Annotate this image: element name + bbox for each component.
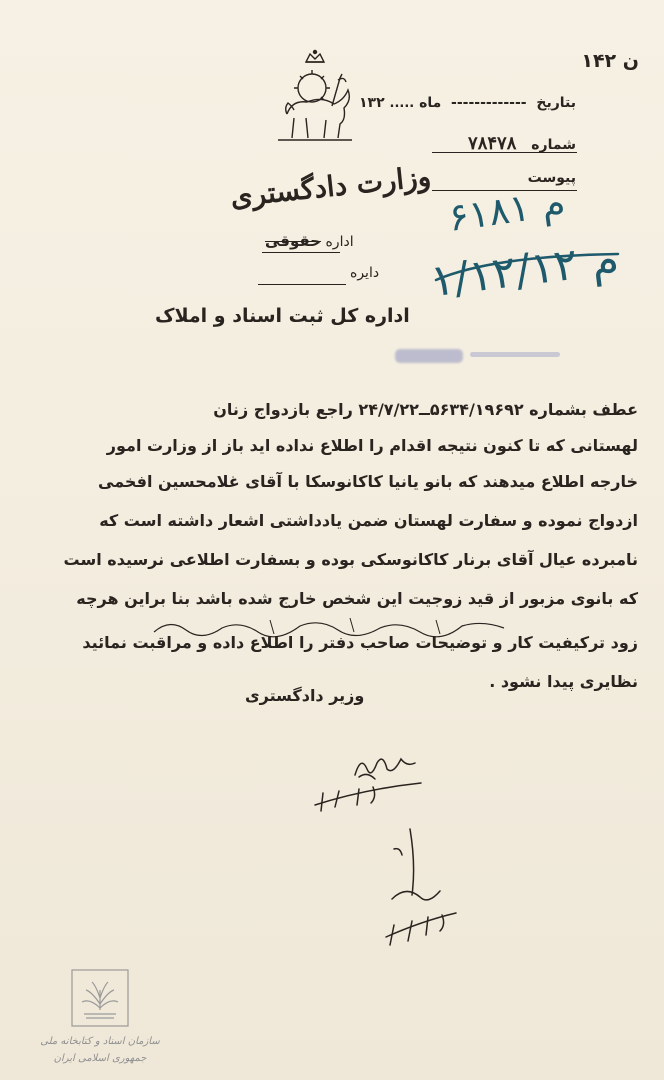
office-value: حقوقی [265,232,322,250]
archive-country: جمهوری اسلامی ایران [53,1053,147,1064]
signature-title: وزیر دادگستری [245,686,365,705]
department-label: دایره [350,265,380,281]
number-underline [432,152,577,153]
number-value: ۷۸۴۷۸ [468,133,517,154]
body-line-3: خارجه اطلاع میدهند که بانو یانیا کاکانوسکا با آقای غلامحسین افخمی [98,472,638,491]
faded-stamp [395,349,463,363]
number-label: شماره [531,137,576,153]
body-line-1: عطف بشماره ۵۶۳۴/۱۹۶۹۲ــ۲۴/۷/۲۲ راجع بازدواج زنان [213,400,638,419]
date-dots: ..... [389,96,415,111]
handwritten-initials-icon [372,825,462,960]
body-line-2: لهستانی که تا کنون نتیجه اقدام را اطلاع نداده اید باز از وزارت امور [106,436,638,455]
handwritten-signature-icon [305,745,425,820]
handwritten-date: ۱/۱۲/۱۲ م [427,233,622,308]
office-field [265,232,354,250]
date-month-label: ماه [419,95,442,111]
lion-and-sun-emblem-icon [272,48,358,148]
body-line-5: نامبرده عیال آقای برنار کاکانوسکی بوده و بسفارت اطلاعی نرسیده است [63,550,638,569]
ministry-name: وزارت دادگستری [228,159,433,214]
attachment-label: پیوست [527,170,576,186]
number-field [468,133,576,154]
date-field: بتاریخ ------------- ماه ..... ۱۳۲ [359,95,576,111]
archive-name: سازمان اسناد و کتابخانه ملی [40,1036,160,1047]
body-line-6: که بانوی مزبور از قید زوجیت این شخص خارج شده باشد بنا براین هرچه [76,589,638,608]
national-archive-logo-icon [70,968,130,1028]
ink-underline-stroke [432,250,622,290]
serial-number: ن ۱۴۲ [581,50,639,72]
handwritten-number: ۶۱۸۱ م [445,180,568,240]
body-line-8: نظایری پیدا نشود . [489,672,638,691]
date-year: ۱۳۲ [359,95,385,111]
date-label: بتاریخ [536,95,576,111]
office-underline [262,252,340,253]
department-underline [258,284,346,285]
body-line-4: ازدواج نموده و سفارت لهستان ضمن یادداشتی اشعار داشته است که [99,511,638,530]
office-label: اداره [325,234,354,250]
faded-stamp-trace [470,352,560,357]
recipient-title: اداره کل ثبت اسناد و املاک [155,305,410,327]
body-line-7: زود ترکیفیت کار و توضیحات صاحب دفتر را اطلاع داده و مراقبت نمائید [82,633,638,652]
